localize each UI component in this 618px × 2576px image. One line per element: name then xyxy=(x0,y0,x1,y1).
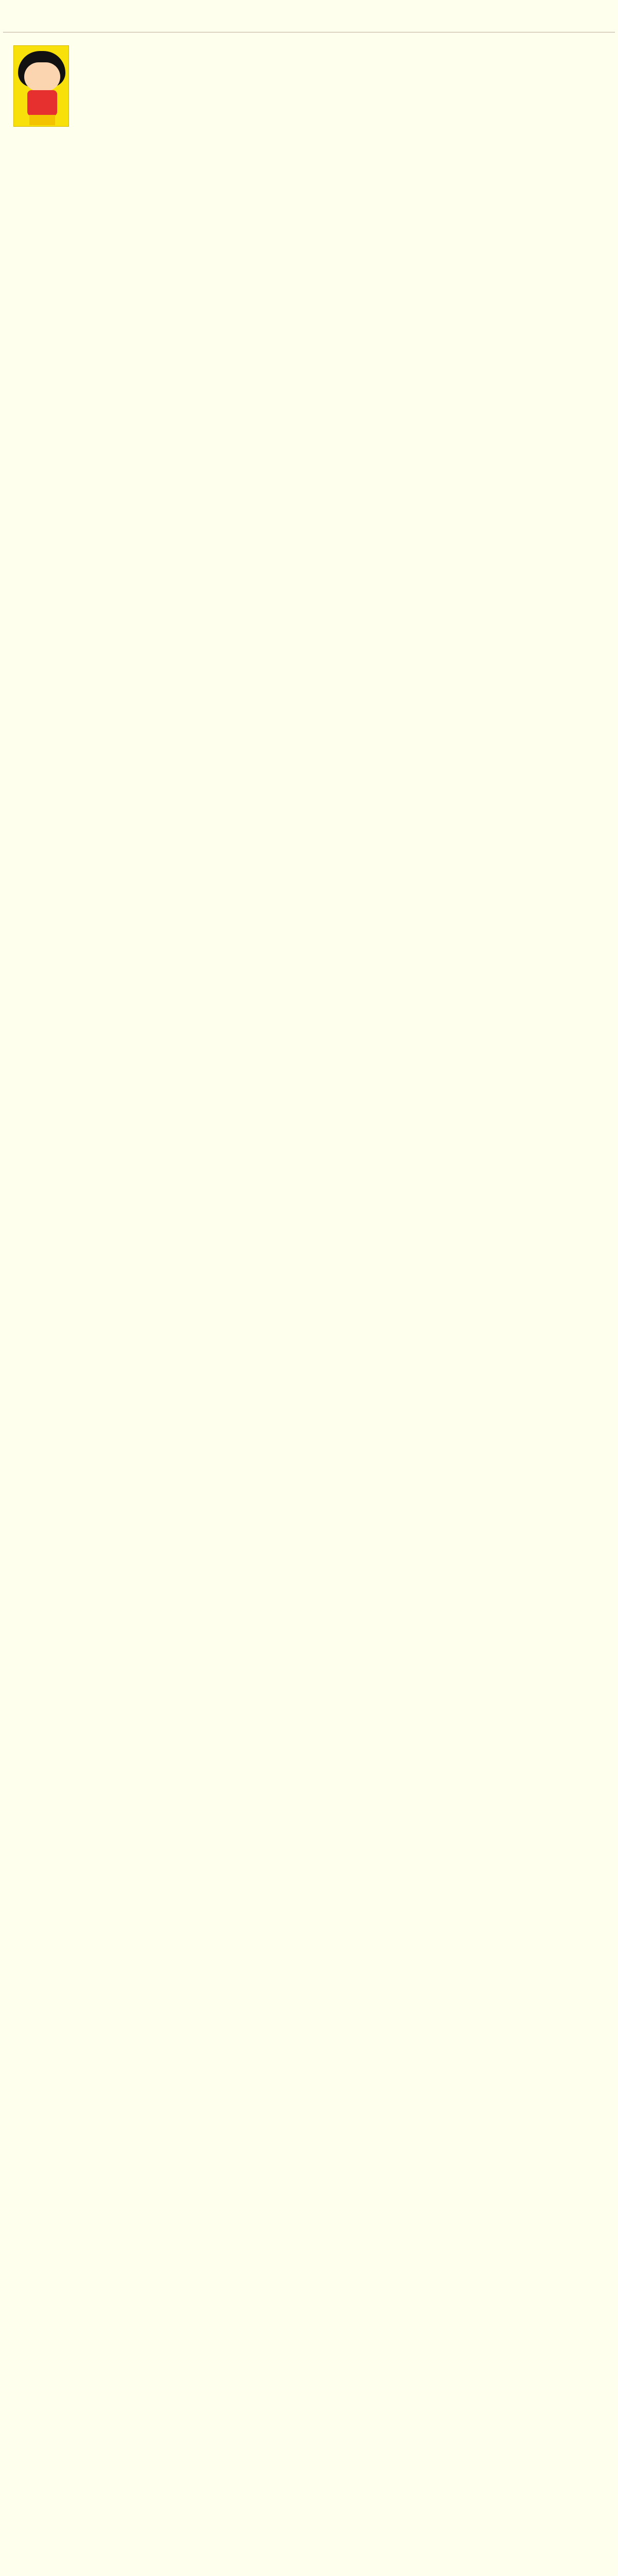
op-thumbnail[interactable] xyxy=(13,45,69,127)
op-post xyxy=(76,45,293,52)
